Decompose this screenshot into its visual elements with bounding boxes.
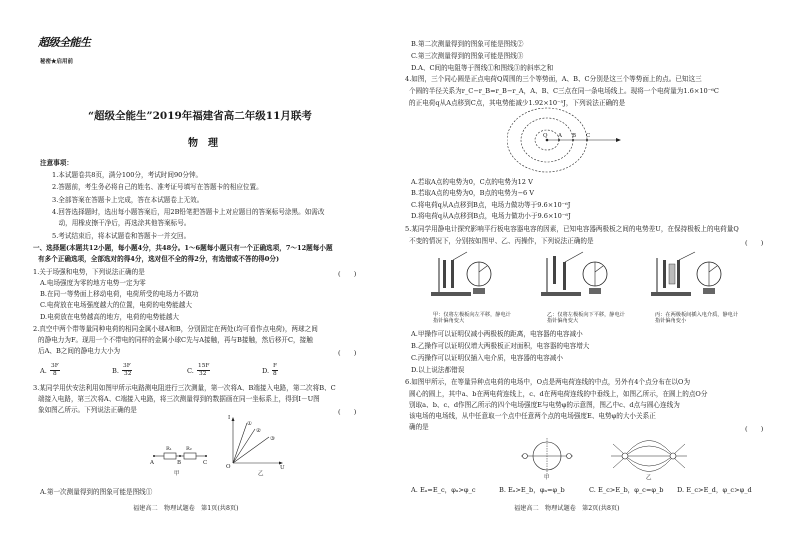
circuit-label-a: A: [150, 460, 154, 466]
q5-electroscope-figures: [417, 248, 747, 308]
q4-label-q: Q: [543, 133, 548, 139]
q1-answer-paren: ( ): [338, 270, 357, 278]
q6-stem: 6.如图甲所示，在等量异种点电荷的电场中，O点是两电荷连线的中点，另外有4个点分布在以O为: [405, 378, 691, 386]
q2-stem: 的静电力为F。现用一个不带电的同样的金属小球C先与A接触，再与B接触，然后移开C，接触: [38, 336, 313, 344]
q2-stem: 2.真空中两个带等量同种电荷的相同金属小球A和B，分别固定在两处(均可看作点电荷)，两球之间: [33, 325, 318, 333]
left-page: 超级全能生 秘密★启用前 “超级全能生”2019年福建省高二年级11月联考 物 理 注意事项： 1.本试题卷共8页，满分100分，考试时间90分钟。 2.答题前，考生务必将自己的姓名、准考证号填写在答题卡的相应位置。 3.全部答案在答题卡上完成，答在本试题卷上无效。 4.回答选择题时，选出每小题答案后，用2B铅笔把答题卡上对应题目的答案标号涂黑。如需改 动，用橡皮擦干净后，再选涂其他答案标号。 5.考试结束后，将本试题卷和答题卡一并交回。 一、选择题(本题共12小题，每小题4分，共48分。1～6题每小题只有一个正确选项，7～12题每小题 有多个正确选项，全部选对的得4分，选对但不全的得2分，有选错或不答的得0分) 1.关于场强和电势，下列说法正确的是 ( ) A.电场强度为零的地方电势一定为零 B.在同一等势面上移动电荷，电荷所受的电场力不做功 C.电荷放在电场强度越大的位置，电荷的电势能越大 D.电荷放在电势越高的地方，电荷的电势能越大 2.真空中两个带等量同种电荷的相同金属小球A和B，分别固定在两处(均可看作点电荷)，两球之间 的静电力为F。现用一个不带电的同样的金属小球C先与A接触，再与B接触，然后移开C，接触 后A、B之间的静电力大小为 ( ) A. 3F 8 B. 3F 32 C. 15F 32 D. F 8 3.某同学用伏安法利用如图甲所示电路测电阻进行三次测量，第一次将A、B端接入电路，第二次将B、C 端接入电路，第三次将A、C端接入电路，将三次测量得到的数据画在同一坐标系上，得到I－U图 象如图乙所示。下列说法正确的是 ( ) A B C R₁ R₂ 甲 I U O ① ② ③ 乙 A.第一次测量得到的图象可能是图线① 福建高二 物理试题卷 第1页(共8页): [33, 36, 357, 512]
q1-option-c: C.电荷放在电场强度越大的位置，电荷的电势能越大: [40, 301, 192, 309]
q6-fig-label-jia: 甲: [544, 475, 550, 481]
circuit-label-b: B: [177, 460, 182, 466]
q4-label-b: B: [572, 133, 577, 139]
q4-equipotential-diagram: [507, 106, 647, 176]
right-page: [397, 0, 794, 543]
fig-label-yi: 乙: [258, 471, 264, 477]
q5-caption-bing: 丙：在两极板间插入电介质，静电计 指针偏角变小: [655, 312, 739, 324]
q5-option-d: D.以上说法都错误: [411, 366, 465, 374]
q6-figure-yi: [609, 432, 689, 480]
graph-axis-i: I: [228, 415, 231, 421]
note-line: 5.考试结束后，将本试题卷和答题卡一并交回。: [52, 232, 191, 240]
q1-option-d: D.电荷放在电势越高的地方，电荷的电势能越大: [40, 313, 180, 321]
note-line: 4.回答选择题时，选出每小题答案后，用2B铅笔把答题卡上对应题目的答案标号涂黑。如需改: [52, 208, 325, 216]
q5-option-a: A.甲操作可以证明仅减小两极板的距离，电容器的电容减小: [411, 330, 583, 338]
q3-circuit-diagram: [150, 440, 210, 474]
line-label-1: ①: [247, 421, 252, 427]
q1-stem: 1.关于场强和电势，下列说法正确的是: [33, 268, 145, 276]
q4-label-a: A: [558, 133, 562, 139]
q3-option-a: A.第一次测量得到的图象可能是图线①: [40, 488, 153, 496]
q4-option-c: C.将电荷q从A点移到B点，电场力做功等于9.6×10⁻⁶J: [411, 201, 571, 209]
q5-caption-jia: 甲：仅将左极板向左平移，静电计 指针偏角变大: [433, 312, 511, 324]
line-label-2: ②: [256, 428, 261, 434]
secret-label: 秘密★启用前: [40, 59, 74, 65]
line-label-3: ③: [270, 436, 275, 442]
note-line: 1.本试题卷共8页，满分100分，考试时间90分钟。: [52, 171, 203, 179]
q2-stem: 后A、B之间的静电力大小为: [38, 347, 121, 355]
q5-stem: 不变的情况下，分别按如图甲、乙、丙操作，下列说法正确的是: [409, 237, 594, 245]
q6-answer-paren: ( ): [745, 425, 764, 433]
resistor-label-r1: R₁: [166, 446, 172, 452]
q6-option-b: B. Eₐ>E_b，φₐ=φ_b: [499, 486, 565, 494]
q4-stem: 4.如图，三个同心圆是正点电荷Q周围的三个等势面，A、B、C分别是这三个等势面上的点。已知这三: [405, 75, 702, 83]
q5-option-c: C.丙操作可以证明仅插入电介质，电容器的电容减小: [411, 354, 563, 362]
q3-option-c: C.第三次测量得到的图象可能是图线③: [411, 52, 524, 60]
fig-label-jia: 甲: [174, 471, 180, 477]
q3-option-b: B.第二次测量得到的图象可能是图线②: [411, 40, 524, 48]
q4-label-c: C: [586, 133, 591, 139]
q4-option-d: D.将电荷q从A点移到B点，电场力做功小于9.6×10⁻⁶J: [411, 212, 571, 220]
page-footer: 福建高二 物理试题卷 第2页(共8页): [514, 505, 620, 512]
q1-option-a: A.电场强度为零的地方电势一定为零: [40, 279, 146, 287]
logo-text: 超级全能生: [38, 36, 91, 49]
notes-heading: 注意事项：: [40, 159, 73, 167]
q3-stem: 端接入电路，第三次将A、C端接入电路，将三次测量得到的数据画在同一坐标系上，得到I－U图: [38, 395, 320, 403]
q6-stem: 该电场的电场线，从中任意取一个点中任意两个点的电场强度E、电势φ的大小关系正: [409, 412, 656, 420]
exam-title: “超级全能生”2019年福建省高二年级11月联考: [88, 110, 312, 122]
q6-stem: 确的是: [409, 423, 429, 431]
q3-answer-paren: ( ): [338, 408, 357, 416]
q5-answer-paren: ( ): [745, 239, 764, 247]
q6-option-d: D. E_c>E_d，φ_c>φ_d: [677, 486, 752, 494]
page-footer: 福建高二 物理试题卷 第1页(共8页): [133, 505, 239, 512]
circuit-label-c: C: [203, 460, 208, 466]
q5-stem: 5.某同学用静电计探究影响平行板电容器电容的因素，已知电容器两极板之间的电势差U，在保持极板上的电荷量Q: [405, 225, 739, 233]
q4-stem: 个圆的半径关系为r_C−r_B=r_B−r_A，A、B、C三点在同一条电场线上。现将一个电荷量为1.6×10⁻⁶C: [409, 87, 719, 95]
q6-option-c: C. E_c>E_b，φ_c=φ_b: [589, 486, 664, 494]
q5-caption-yi: 乙：仅将左极板向下平移，静电计 指针偏角变大: [547, 312, 625, 324]
q6-option-a: A. Eₐ=E_c，φₐ>φ_c: [411, 486, 476, 494]
note-line: 动，用橡皮擦干净后，再选涂其他答案标号。: [52, 219, 191, 227]
q6-stem: 别取a、b、c、d作图乙所示的四个电场强度E与电势φ的示意图，图乙中c、d点与圆心连线为: [409, 401, 680, 409]
q6-figure-jia: [517, 436, 577, 476]
q2-answer-paren: ( ): [338, 349, 357, 357]
section-heading: 有多个正确选项，全部选对的得4分，选对但不全的得2分，有选错或不答的得0分): [38, 255, 280, 263]
q6-fig-label-yi: 乙: [646, 475, 652, 481]
brand-logo: [38, 34, 96, 54]
note-line: 3.全部答案在答题卡上完成，答在本试题卷上无效。: [52, 196, 204, 204]
q6-stem: 圆心的圆上，其中a、b在两电荷连线上，c、d在两电荷连线的中垂线上，如图乙所示，在圆上的点O分: [409, 390, 708, 398]
q1-option-b: B.在同一等势面上移动电荷，电荷所受的电场力不做功: [40, 290, 199, 298]
q3-stem: 象如图乙所示。下列说法正确的是: [38, 406, 137, 414]
section-heading: 一、选择题(本题共12小题，每小题4分，共48分。1～6题每小题只有一个正确选项，7～12题每小题: [33, 244, 333, 252]
q4-option-b: B.若取A点的电势为0，B点的电势为−6 V: [411, 189, 535, 197]
q3-iu-graph: [225, 415, 285, 470]
graph-origin: O: [226, 464, 231, 470]
graph-axis-u: U: [280, 465, 285, 471]
resistor-label-r2: R₂: [186, 446, 192, 452]
note-line: 2.答题前，考生务必将自己的姓名、准考证号填写在答题卡的相应位置。: [52, 183, 263, 191]
q3-stem: 3.某同学用伏安法利用如图甲所示电路测电阻进行三次测量，第一次将A、B端接入电路，第二次将B、C: [33, 384, 336, 392]
q5-option-b: B.乙操作可以证明仅增大两极板正对面积，电容器的电容增大: [411, 342, 590, 350]
q4-option-a: A.若取A点的电势为0，C点的电势为12 V: [411, 178, 533, 186]
q4-stem: 的正电荷q从A点移到C点，其电势能减少1.92×10⁻⁵J，下列说法正确的是: [409, 99, 626, 107]
q3-option-d: D.A、C间的电阻等于图线①和图线③的斜率之和: [411, 64, 554, 72]
subject-title: 物 理: [188, 138, 218, 149]
